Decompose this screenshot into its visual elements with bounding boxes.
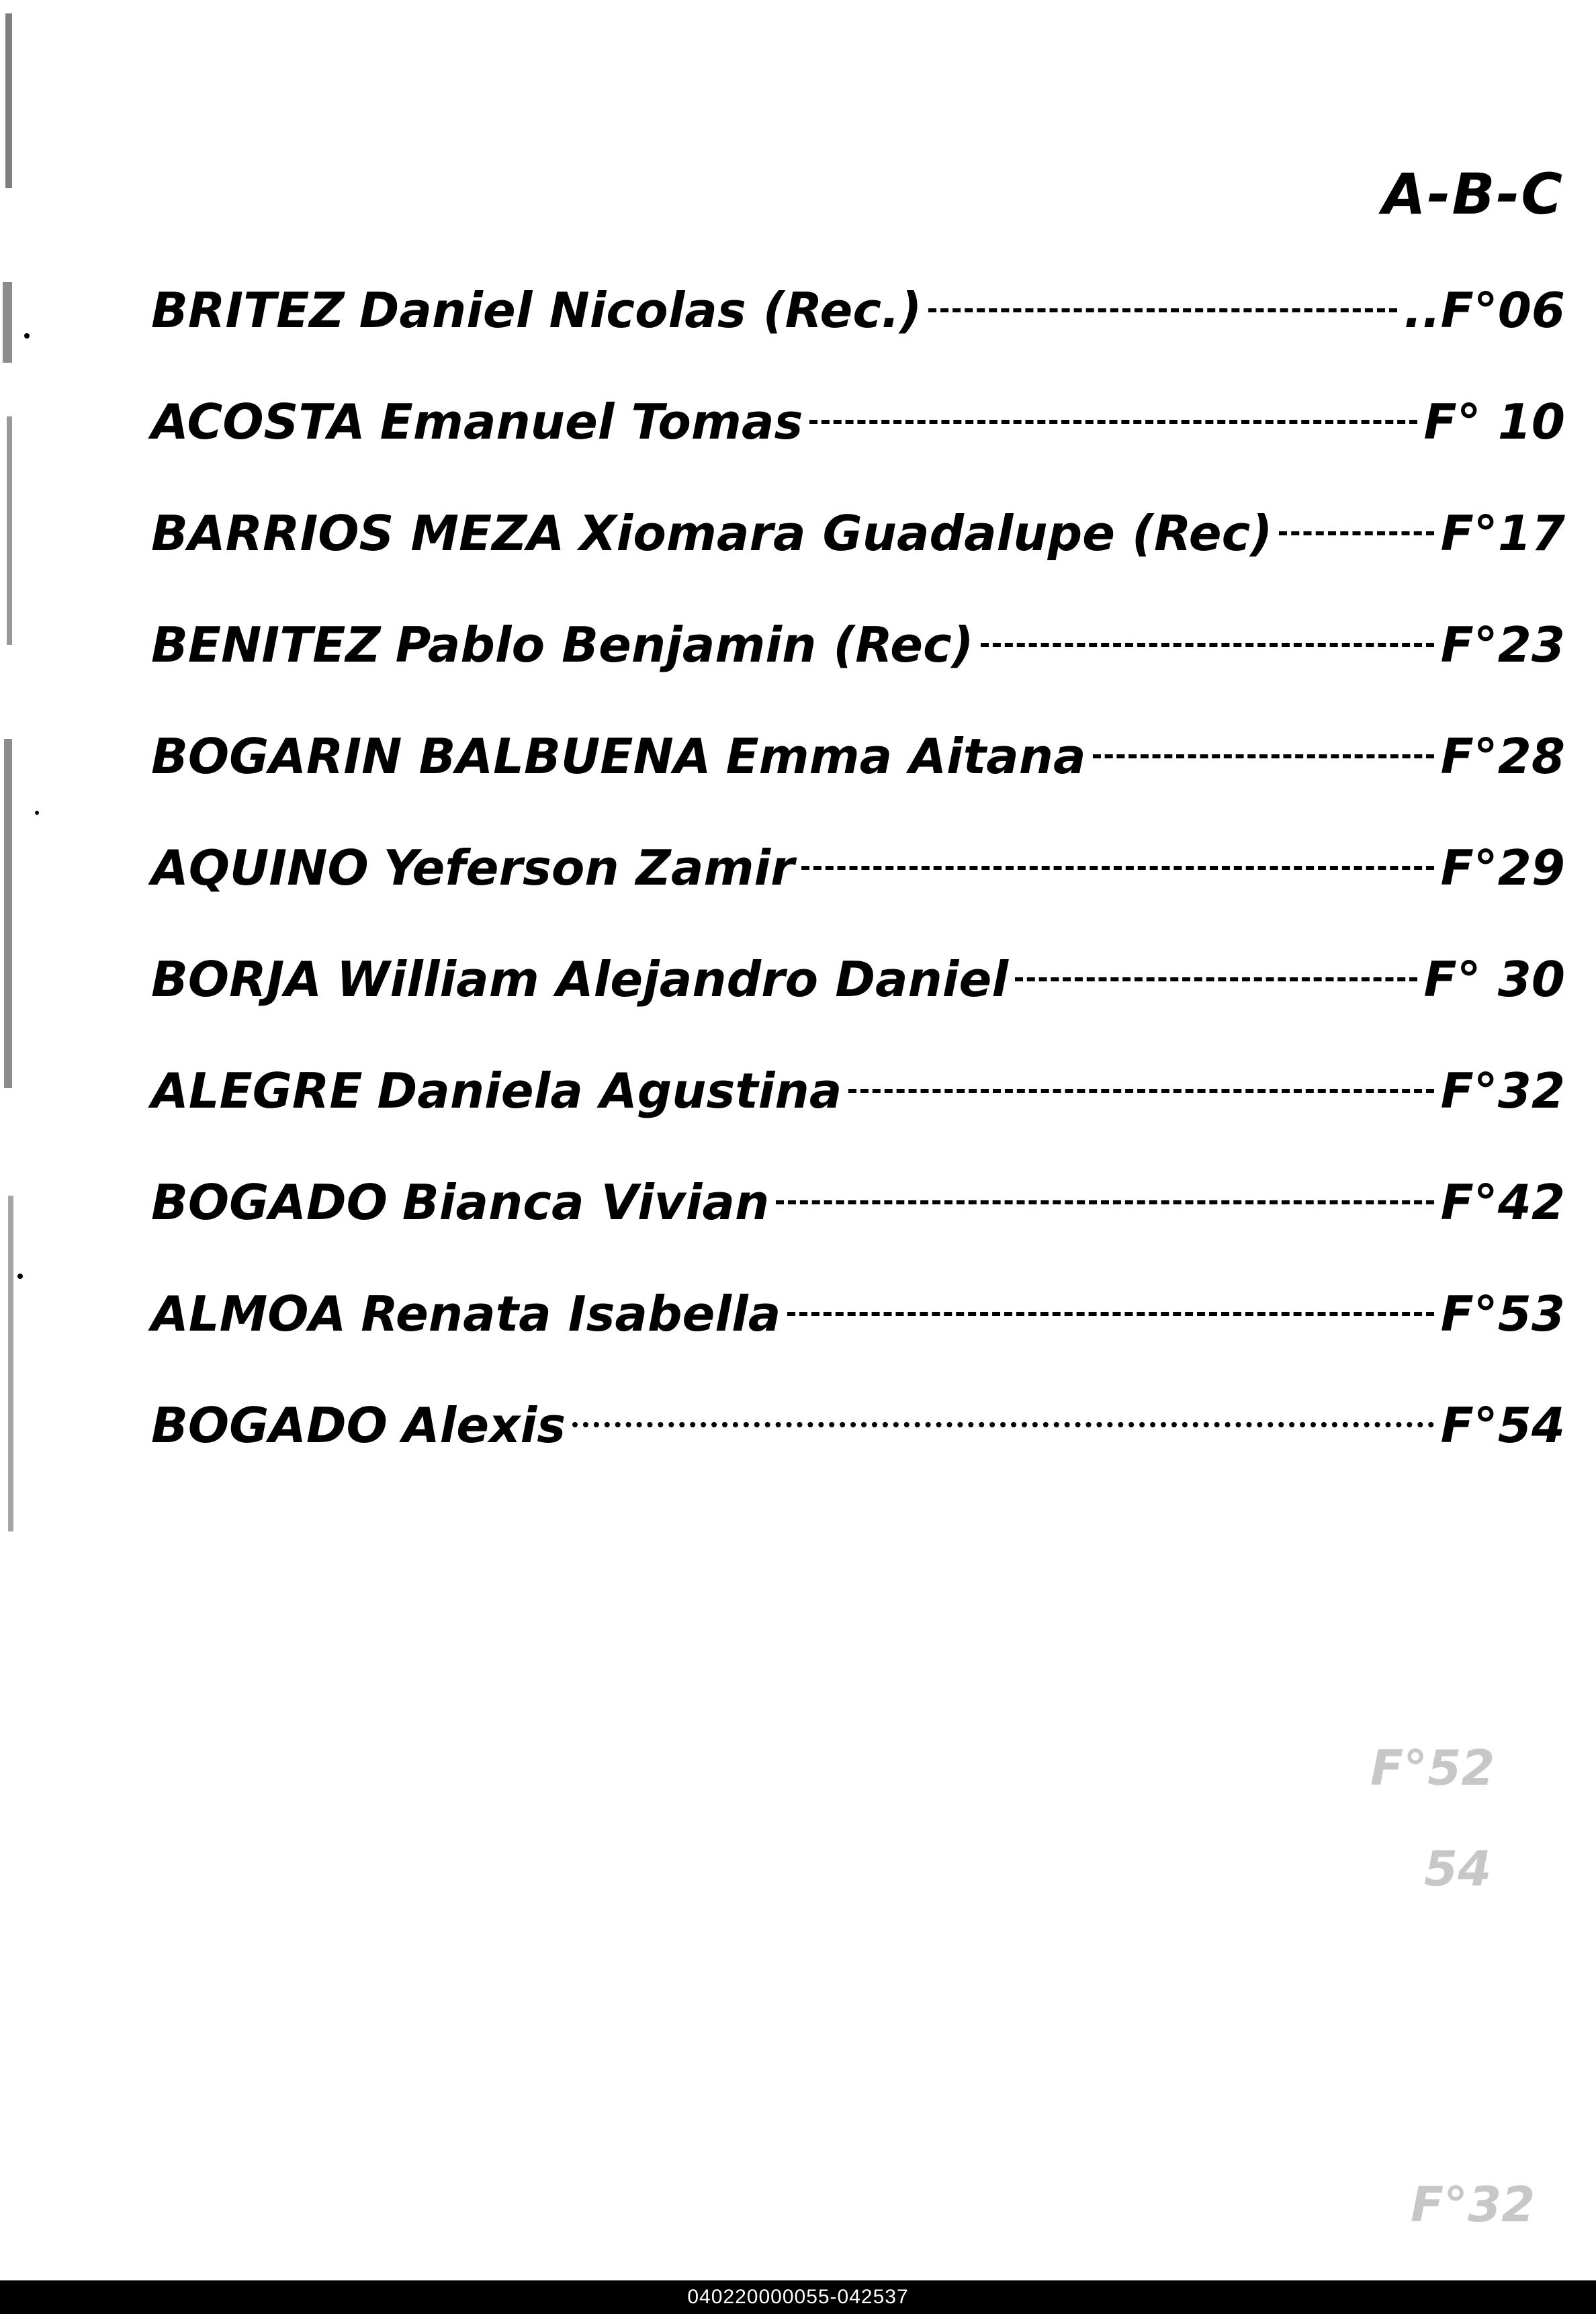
leader-line: [787, 1312, 1433, 1316]
entry-folio: F°29: [1440, 840, 1565, 896]
show-through-mark: F°32: [1411, 2176, 1536, 2233]
section-heading: A-B-C: [1382, 161, 1564, 227]
entry-surname: BORJA: [151, 951, 322, 1008]
entry-surname: AQUINO: [151, 840, 369, 896]
show-through-mark: F°52: [1370, 1740, 1495, 1796]
name-index-list: [151, 282, 1565, 1509]
leader-line: [981, 643, 1434, 647]
entry-given-names: Emanuel Tomas: [380, 394, 803, 450]
entry-folio: F°32: [1440, 1063, 1565, 1119]
entry-surname: ACOSTA: [151, 394, 365, 450]
entry-folio: F° 10: [1423, 394, 1565, 450]
index-entry: [151, 728, 1565, 840]
entry-folio: ..F°06: [1403, 282, 1565, 339]
index-entry: [151, 951, 1565, 1063]
entry-surname: BRITEZ: [151, 282, 345, 339]
entry-given-names: Yeferson Zamir: [383, 840, 795, 896]
entry-given-names: Bianca Vivian: [402, 1174, 770, 1231]
leader-line: [1279, 531, 1433, 535]
index-entry: [151, 1063, 1565, 1174]
entry-folio: F°54: [1440, 1397, 1565, 1454]
scan-edge-noise: [0, 0, 54, 1545]
barcode-number: 040220000055-042537: [687, 2286, 909, 2308]
index-entry: [151, 1397, 1565, 1509]
entry-given-names: Xiomara Guadalupe (Rec): [579, 505, 1273, 562]
entry-given-names: Alexis: [402, 1397, 566, 1454]
index-entry: [151, 1286, 1565, 1397]
entry-folio: F°23: [1440, 617, 1565, 673]
entry-folio: F°42: [1440, 1174, 1565, 1231]
entry-folio: F° 30: [1423, 951, 1565, 1008]
index-entry: [151, 1174, 1565, 1286]
leader-line: [776, 1200, 1433, 1204]
leader-line: [801, 866, 1434, 870]
entry-surname: BENITEZ: [151, 617, 381, 673]
entry-surname: BOGADO: [151, 1174, 388, 1231]
entry-surname: BARRIOS MEZA: [151, 505, 565, 562]
leader-line: [1015, 977, 1417, 981]
leader-line: [572, 1422, 1434, 1427]
entry-surname: ALEGRE: [151, 1063, 363, 1119]
index-entry: [151, 505, 1565, 617]
entry-surname: BOGADO: [151, 1397, 388, 1454]
entry-given-names: Daniel Nicolas (Rec.): [359, 282, 922, 339]
entry-surname: BOGARIN BALBUENA: [151, 728, 711, 785]
scan-footer-bar: [0, 2280, 1596, 2314]
leader-line: [1093, 754, 1434, 758]
index-entry: [151, 840, 1565, 951]
entry-given-names: Pablo Benjamin (Rec): [395, 617, 974, 673]
entry-folio: F°53: [1440, 1286, 1565, 1342]
entry-given-names: Emma Aitana: [725, 728, 1086, 785]
entry-folio: F°17: [1440, 505, 1565, 562]
leader-line: [928, 308, 1397, 312]
index-entry: [151, 282, 1565, 394]
leader-line: [848, 1089, 1433, 1093]
index-entry: [151, 617, 1565, 728]
entry-surname: ALMOA: [151, 1286, 347, 1342]
index-entry: [151, 394, 1565, 505]
leader-line: [809, 420, 1417, 424]
entry-given-names: Daniela Agustina: [377, 1063, 842, 1119]
entry-given-names: William Alejandro Daniel: [337, 951, 1008, 1008]
show-through-mark: 54: [1424, 1840, 1492, 1897]
entry-given-names: Renata Isabella: [361, 1286, 781, 1342]
entry-folio: F°28: [1440, 728, 1565, 785]
